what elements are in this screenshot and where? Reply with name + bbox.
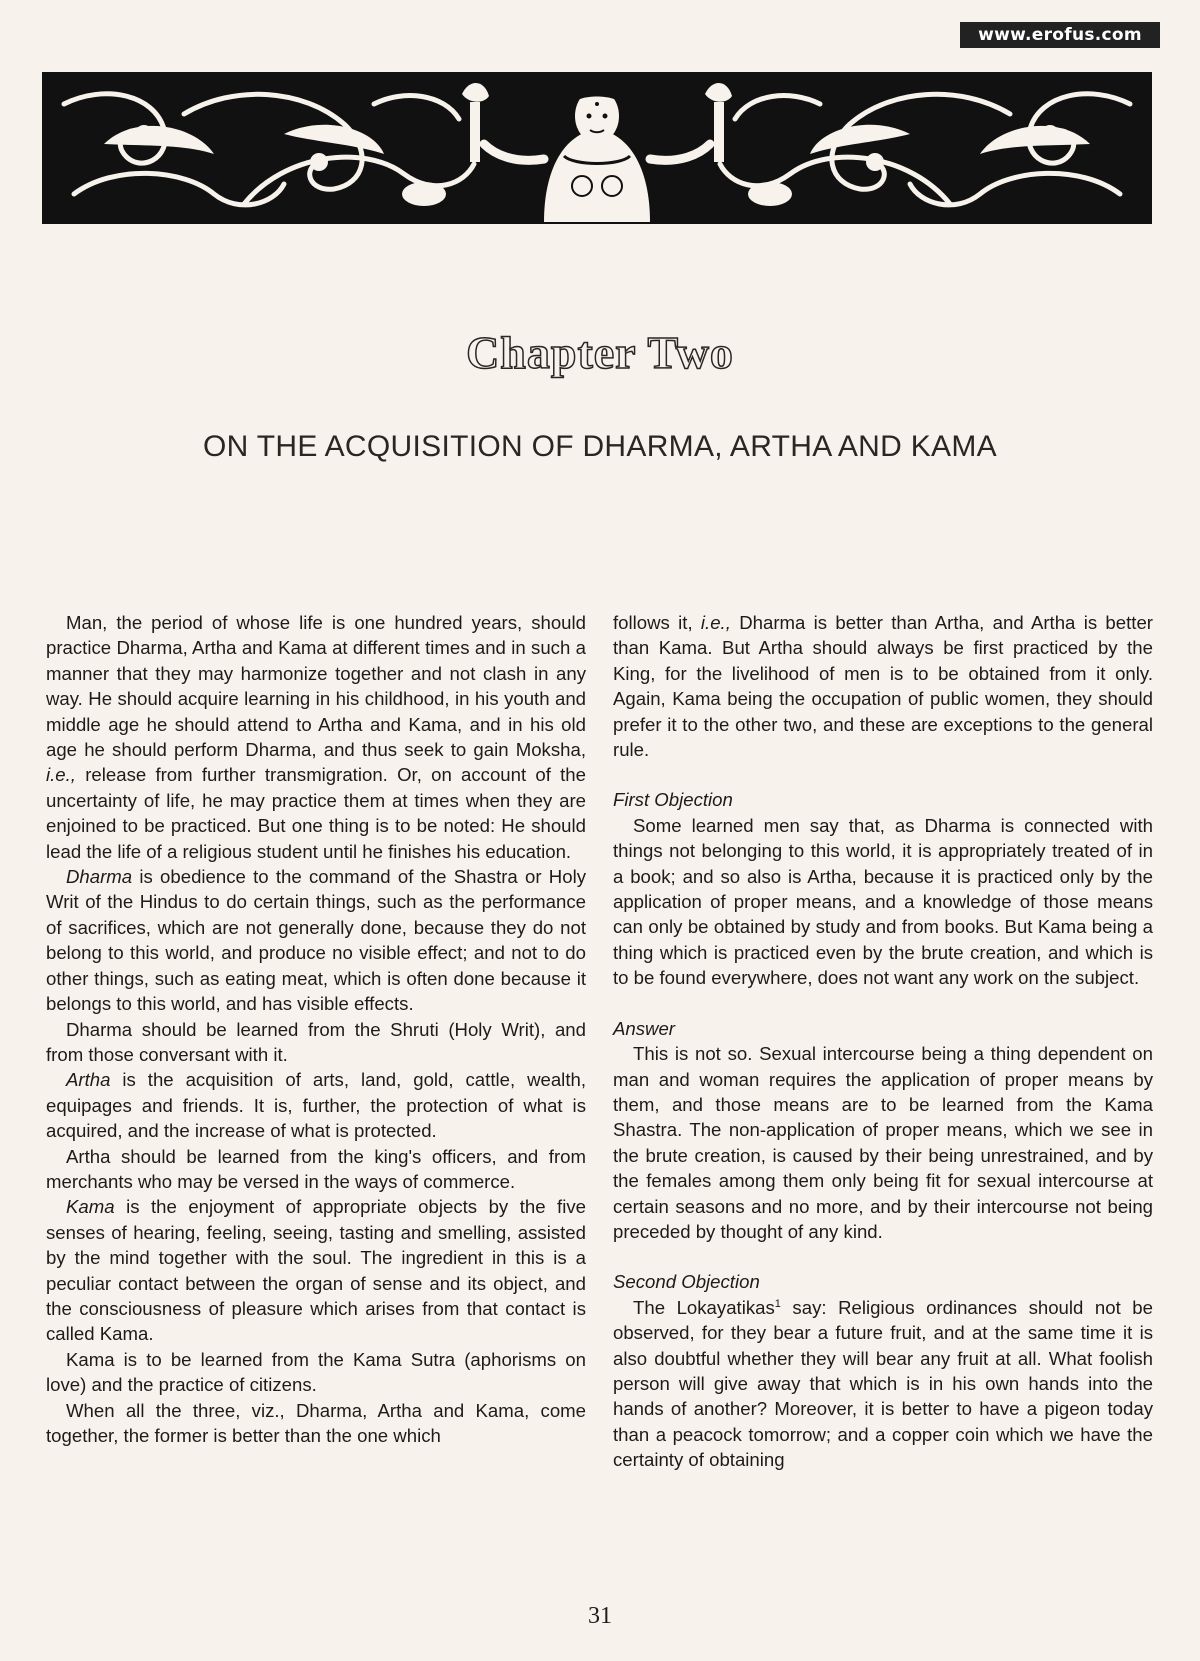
left-column bbox=[46, 610, 586, 1448]
chapter-subtitle: ON THE ACQUISITION OF DHARMA, ARTHA AND KAMA bbox=[203, 430, 997, 463]
paragraph: When all the three, viz., Dharma, Artha and Kama, come together, the former is better than the one which bbox=[46, 1399, 586, 1446]
right-column bbox=[613, 610, 1153, 1473]
paragraph: Man, the period of whose life is one hundred years, should practice Dharma, Artha and Kama at different times and in such a manner that they may harmonize together and not clash in any way. He should acquire learning in his childhood, in his youth and middle age he should attend to Artha and Kama, and in his old age he should perform Dharma, and thus seek to gain Moksha, i.e., release from further transmigration. Or, on account of the uncertainty of life, he may practice them at times when they are enjoined to be practiced. But one thing is to be noted: He should lead the life of a religious student until he finishes his education. bbox=[46, 612, 586, 862]
ornamental-banner bbox=[42, 72, 1152, 224]
paragraph: Some learned men say that, as Dharma is connected with things not belonging to this world, it is appropriately treated of in a book; and so also is Artha, because it is practiced only by the application of proper means, and a knowledge of those means can only be obtained by study and from books. But Kama being a thing which is practiced even by the brute creation, and which is to be found everywhere, does not want any work on the subject. bbox=[613, 814, 1153, 989]
watermark: www.erofus.com bbox=[960, 22, 1160, 48]
paragraph: Kama is to be learned from the Kama Sutra (aphorisms on love) and the practice of citizens. bbox=[46, 1348, 586, 1396]
paragraph: Dharma is obedience to the command of the Shastra or Holy Writ of the Hindus to do certain things, such as the performance of sacrifices, which are not generally done, because they do not belong to this world, and produce no visible effect; and not to do other things, such as eating meat, which is often done because it belongs to this world, and has visible effects. bbox=[46, 866, 586, 1015]
section-heading: Answer bbox=[613, 1017, 676, 1039]
section-heading: First Objection bbox=[613, 789, 733, 811]
paragraph: follows it, i.e., Dharma is better than Artha, and Artha is better than Kama. But Artha should always be first practiced by the King, for the livelihood of men is to be obtained from it only. Again, Kama being the occupation of public women, they should prefer it to the other two, and these are exceptions to the general rule. bbox=[613, 612, 1153, 761]
paragraph: Artha should be learned from the king's officers, and from merchants who may be versed in the ways of commerce. bbox=[46, 1145, 586, 1192]
chapter-title: Chapter Two bbox=[466, 327, 734, 378]
paragraph: This is not so. Sexual intercourse being a thing dependent on man and woman requires the application of proper means by them, and those means are to be learned from the Kama Shastra. The non-application of proper means, which we see in the brute creation, is caused by their being unrestrained, and by the females among them only being fit for sexual intercourse at certain seasons and no more, and by their intercourse not being preceded by thought of any kind. bbox=[613, 1043, 1153, 1242]
section-heading: Second Objection bbox=[613, 1271, 760, 1293]
footnote-marker: 1 bbox=[774, 1297, 781, 1310]
page-number: 31 bbox=[588, 1603, 612, 1629]
paragraph: Kama is the enjoyment of appropriate objects by the five senses of hearing, feeling, seeing, tasting and smelling, assisted by the mind together with the soul. The ingredient in this is a peculiar contact between the organ of sense and its object, and the consciousness of pleasure which arises from that contact is called Kama. bbox=[46, 1196, 586, 1345]
paragraph: Artha is the acquisition of arts, land, gold, cattle, wealth, equipages and friends. It is, further, the protection of what is acquired, and the increase of what is protected. bbox=[46, 1069, 586, 1142]
paragraph: The Lokayatikas$^1$ say: Religious ordinances should not be observed, for they bear a future fruit, and at the same time it is also doubtful whether they will bear any fruit at all. What foolish person will give away that which is in his own hands into the hands of another? Moreover, it is better to have a pigeon today than a peacock tomorrow; and a copper coin which we have the certainty of obtaining bbox=[613, 1296, 1153, 1471]
paragraph: Dharma should be learned from the Shruti (Holy Writ), and from those conversant with it. bbox=[46, 1018, 586, 1065]
banner-illustration bbox=[44, 74, 1150, 222]
